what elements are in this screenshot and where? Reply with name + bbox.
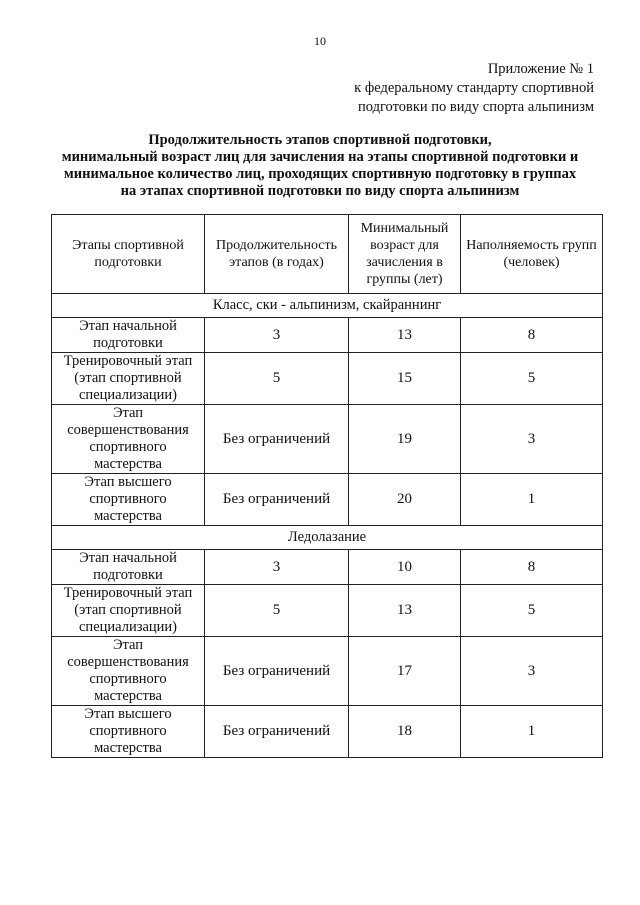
- duration-cell: Без ограничений: [205, 405, 349, 474]
- stage-cell: Этап совершенствования спортивного мастерства: [52, 405, 205, 474]
- title-line: минимальное количество лиц, проходящих спортивную подготовку в группах: [63, 166, 577, 182]
- stage-cell: Этап совершенствования спортивного мастерства: [52, 637, 205, 706]
- appendix-line: к федеральному стандарту спортивной: [354, 80, 594, 96]
- stage-cell: Тренировочный этап (этап спортивной специализации): [52, 585, 205, 637]
- section-row: [52, 526, 603, 550]
- group-size-cell: 8: [461, 550, 603, 585]
- min-age-cell: 15: [349, 353, 461, 405]
- title-line: минимальный возраст лиц для зачисления на этапы спортивной подготовки и: [61, 149, 579, 165]
- duration-cell: Без ограничений: [205, 474, 349, 526]
- duration-cell: 5: [205, 353, 349, 405]
- table-header-row: [52, 215, 603, 294]
- section-row: [52, 294, 603, 318]
- min-age-cell: 10: [349, 550, 461, 585]
- group-size-cell: 5: [461, 585, 603, 637]
- stage-cell: Этап высшего спортивного мастерства: [52, 706, 205, 758]
- group-size-cell: 8: [461, 318, 603, 353]
- min-age-cell: 17: [349, 637, 461, 706]
- header-group-size: Наполняемость групп (человек): [461, 215, 603, 294]
- group-size-cell: 1: [461, 474, 603, 526]
- title-line: на этапах спортивной подготовки по виду спорта альпинизм: [120, 183, 520, 199]
- stage-cell: Этап высшего спортивного мастерства: [52, 474, 205, 526]
- min-age-cell: 13: [349, 318, 461, 353]
- duration-cell: 3: [205, 550, 349, 585]
- table-row: [52, 318, 603, 353]
- group-size-cell: 5: [461, 353, 603, 405]
- table-row: [52, 474, 603, 526]
- min-age-cell: 13: [349, 585, 461, 637]
- stage-cell: Этап начальной подготовки: [52, 550, 205, 585]
- min-age-cell: 18: [349, 706, 461, 758]
- duration-cell: Без ограничений: [205, 706, 349, 758]
- section-title: Класс, ски - альпинизм, скайраннинг: [52, 294, 603, 318]
- table-row: [52, 550, 603, 585]
- stage-cell: Этап начальной подготовки: [52, 318, 205, 353]
- section-title: Ледолазание: [52, 526, 603, 550]
- appendix-reference: [354, 60, 594, 117]
- duration-cell: 3: [205, 318, 349, 353]
- table-row: [52, 637, 603, 706]
- stages-table: [51, 214, 603, 758]
- table-row: [52, 585, 603, 637]
- min-age-cell: 20: [349, 474, 461, 526]
- document-title: [0, 132, 640, 200]
- group-size-cell: 1: [461, 706, 603, 758]
- table-row: [52, 353, 603, 405]
- group-size-cell: 3: [461, 637, 603, 706]
- duration-cell: 5: [205, 585, 349, 637]
- table-row: [52, 706, 603, 758]
- page-number: 10: [314, 34, 326, 48]
- appendix-line: подготовки по виду спорта альпинизм: [357, 99, 594, 115]
- appendix-line: Приложение № 1: [487, 61, 594, 77]
- header-min-age: Минимальный возраст для зачисления в группы (лет): [349, 215, 461, 294]
- group-size-cell: 3: [461, 405, 603, 474]
- table-row: [52, 405, 603, 474]
- header-stage: Этапы спортивной подготовки: [52, 215, 205, 294]
- min-age-cell: 19: [349, 405, 461, 474]
- duration-cell: Без ограничений: [205, 637, 349, 706]
- title-line: Продолжительность этапов спортивной подготовки,: [148, 132, 492, 148]
- stage-cell: Тренировочный этап (этап спортивной специализации): [52, 353, 205, 405]
- header-duration: Продолжительность этапов (в годах): [205, 215, 349, 294]
